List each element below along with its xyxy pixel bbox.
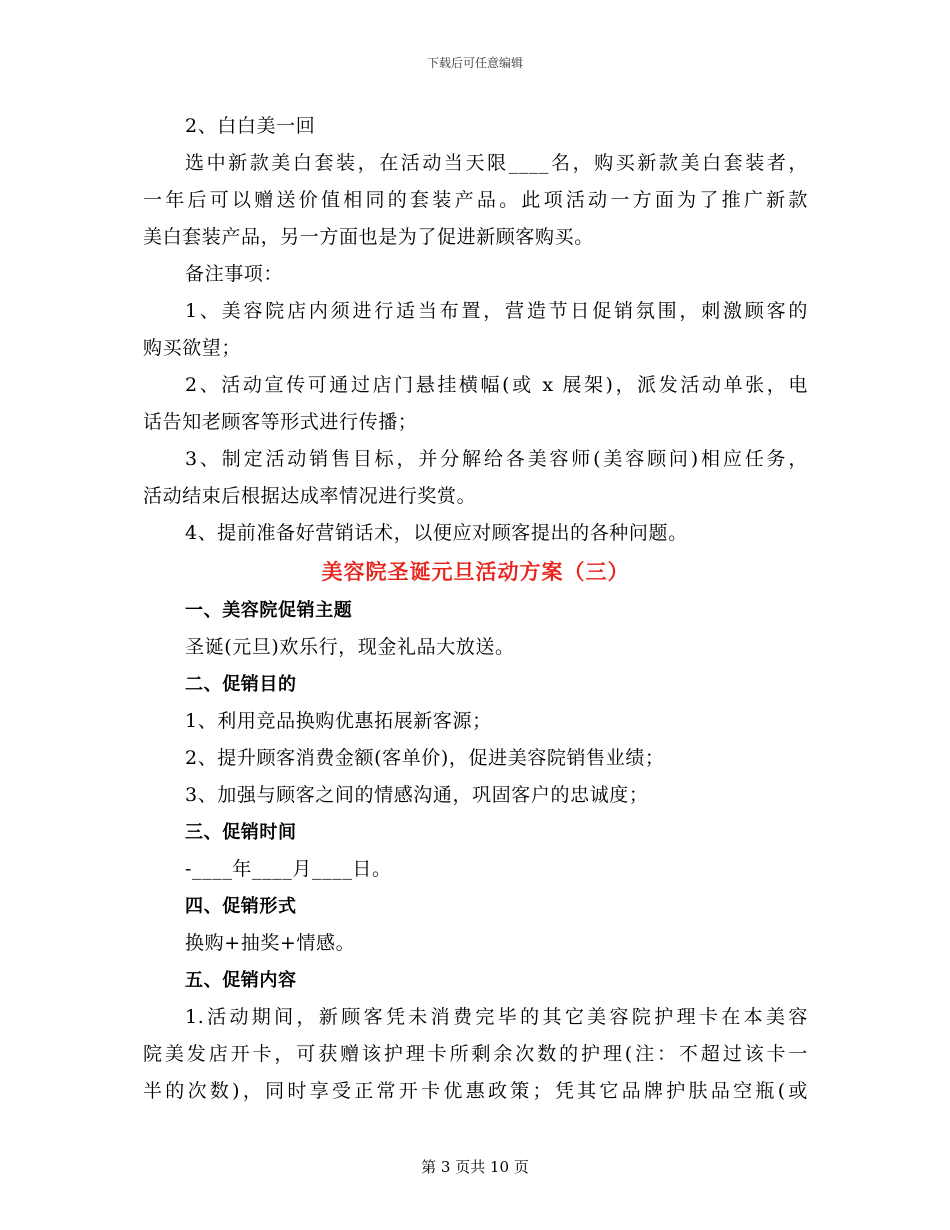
paragraph-line: 1.活动期间，新顾客凭未消费完毕的其它美容院护理卡在本美容 — [185, 1006, 808, 1028]
heading-purpose: 二、促销目的 — [185, 674, 297, 695]
paragraph-line: 1、美容院店内须进行适当布置，营造节日促销氛围，刺激顾客的 — [185, 300, 808, 322]
section-title: 美容院圣诞元旦活动方案（三） — [321, 560, 630, 584]
paragraph-line: 换购+抽奖+情感。 — [185, 932, 356, 954]
paragraph-line: 1、利用竞品换购优惠拓展新客源； — [185, 710, 492, 732]
paragraph-line: 3、加强与顾客之间的情感沟通，巩固客户的忠诚度； — [185, 784, 649, 806]
notes-heading: 备注事项： — [185, 263, 284, 285]
paragraph-line: 2、活动宣传可通过店门悬挂横幅(或 x 展架)，派发活动单张，电 — [185, 374, 808, 396]
paragraph-line: 美白套装产品，另一方面也是为了促进新顾客购买。 — [143, 226, 594, 248]
subheading-whitening: 2、白白美一回 — [185, 115, 316, 137]
paragraph-line: 选中新款美白套装，在活动当天限____名，购买新款美白套装者， — [185, 152, 808, 174]
paragraph-line: 院美发店开卡，可获赠该护理卡所剩余次数的护理(注：不超过该卡一 — [143, 1043, 808, 1065]
heading-form: 四、促销形式 — [185, 896, 297, 917]
heading-content: 五、促销内容 — [185, 970, 297, 991]
paragraph-line: 半的次数)，同时享受正常开卡优惠政策；凭其它品牌护肤品空瓶(或 — [143, 1080, 808, 1102]
paragraph-line: 话告知老顾客等形式进行传播； — [143, 411, 418, 433]
paragraph-line: 活动结束后根据达成率情况进行奖赏。 — [143, 485, 477, 507]
paragraph-line: 购买欲望； — [143, 337, 242, 359]
paragraph-line: 一年后可以赠送价值相同的套装产品。此项活动一方面为了推广新款 — [143, 189, 808, 211]
document-body — [143, 108, 808, 1110]
paragraph-line: 3、制定活动销售目标，并分解给各美容师(美容顾问)相应任务， — [185, 448, 808, 470]
heading-theme: 一、美容院促销主题 — [185, 600, 353, 621]
page-header: 下载后可任意编辑 — [426, 56, 523, 70]
page-footer: 第 3 页共 10 页 — [421, 1158, 529, 1176]
paragraph-line: 圣诞(元旦)欢乐行，现金礼品大放送。 — [185, 636, 515, 658]
heading-time: 三、促销时间 — [185, 822, 297, 843]
paragraph-line: 2、提升顾客消费金额(客单价)，促进美容院销售业绩； — [185, 747, 665, 769]
paragraph-line: -____年____月____日。 — [185, 858, 392, 880]
paragraph-line: 4、提前准备好营销话术，以便应对顾客提出的各种问题。 — [185, 522, 688, 544]
